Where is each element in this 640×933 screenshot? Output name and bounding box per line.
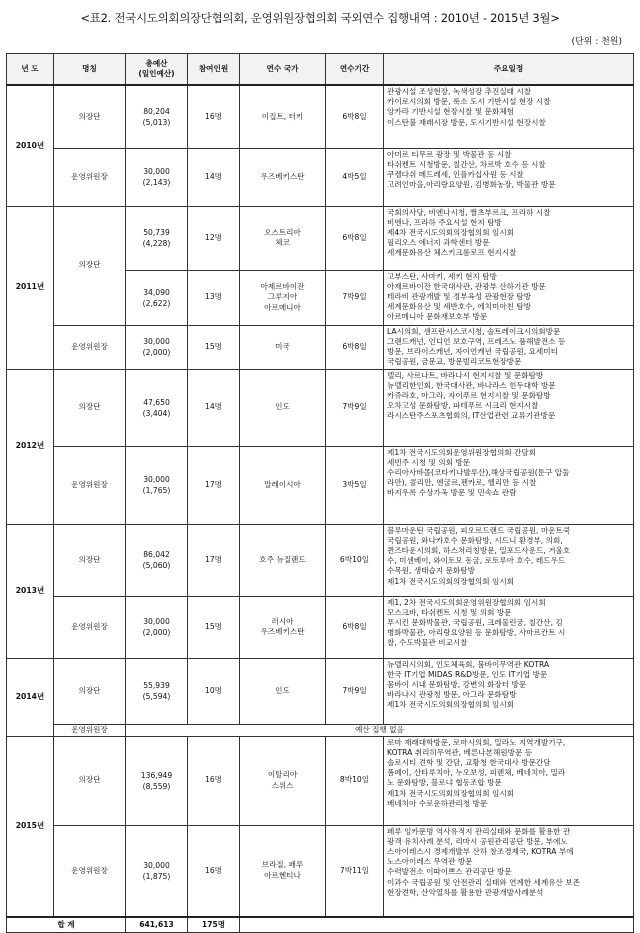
name-cell: 의장단 <box>54 206 126 325</box>
schedule-line: 노스아이레스 무역관 방문 <box>387 857 473 867</box>
per-person-budget: (5,594) <box>142 692 171 701</box>
schedule-line: 스아이레스시 경제개발부 산하 창조경제국, KOTRA 부에 <box>387 846 574 856</box>
people-cell: 12명 <box>188 206 240 270</box>
total-budget: 55,939 <box>143 681 170 690</box>
schedule-line: 푸시킨 문화박물관, 국립공원, 크레물린궁, 칠간산, 김 <box>387 617 563 627</box>
schedule-line: 모스크바, 타쉬켄트 시청 및 의회 방문 <box>387 607 512 617</box>
total-budget: 30,000 <box>143 860 170 870</box>
schedule-cell <box>384 85 634 148</box>
period-cell: 6박8일 <box>326 325 384 369</box>
per-person-budget: (1,875) <box>142 871 171 881</box>
year-cell: 2015년 <box>7 736 54 917</box>
schedule-line: 이스탄불 재래시장 방문, 도시기반시설 현장시찰 <box>387 117 546 127</box>
year-cell: 2011년 <box>7 206 54 369</box>
schedule-line: 아미르 티무르 광장 및 박물관 등 시찰 <box>387 149 512 159</box>
schedule-line: 바라나시 관광청 방문, 아그라 문화탐방 <box>387 690 517 700</box>
schedule-line: 이과수 국립공원 및 안전관리 실태와 연계한 세계유산 보존 <box>387 877 580 887</box>
period-cell: 6박10일 <box>326 524 384 596</box>
schedule-line: 고부스탄, 사마키, 세키 현지 탐방 <box>387 271 497 281</box>
schedule-cell <box>384 148 634 206</box>
schedule-line: 방문, 브라이스캐년, 자이언캐년 국립공원, 요세미티 <box>387 346 558 356</box>
schedule-line: 블루마운틴 국립공원, 피오르드랜드 국립공원, 마운트쿡 <box>387 525 571 535</box>
table-row <box>7 524 634 596</box>
schedule-cell <box>384 825 634 917</box>
schedule-line: 병화박물관, 아리랑요양원 등 문화탐방, 사마르칸트 시 <box>387 628 566 638</box>
schedule-line: 뉴델리한인회, 한국대사관, 바나라스 힌두대학 방문 <box>387 380 556 390</box>
total-budget: 80,204 <box>143 106 170 116</box>
table-row <box>7 85 634 148</box>
country-cell: 인도 <box>240 369 326 446</box>
name-cell: 의장단 <box>54 658 126 724</box>
schedule-line: 앙카라 기반시설 현장시찰 및 문화체험 <box>387 107 515 117</box>
table-row <box>7 206 634 270</box>
note-cell: 예산 집행 없음 <box>126 724 634 736</box>
total-budget: 50,739 <box>143 228 170 237</box>
cost-cell <box>126 658 188 724</box>
schedule-line: 테라비 관광개발 및 정부육성 관광현장 탐방 <box>387 291 532 301</box>
schedule-cell <box>384 206 634 270</box>
period-cell: 4박5일 <box>326 148 384 206</box>
schedule-line: LA시의회, 샌프란시스코시청, 솔트레이크시의회방문 <box>387 326 561 336</box>
people-cell: 15명 <box>188 325 240 369</box>
schedule-line: 타쉬켄트 시청방문, 칠간산, 차르박 호수 등 시찰 <box>387 159 546 169</box>
per-person-budget: (2,143) <box>142 178 171 187</box>
period-cell: 7박11일 <box>326 825 384 917</box>
schedule-line: 카쥬라호, 아그라, 자이푸르 현지시찰 및 문화탐방 <box>387 390 551 400</box>
country-cell: 이집트, 터키 <box>240 85 326 148</box>
period-cell: 6박8일 <box>326 206 384 270</box>
schedule-line: 제1차 전국시도의회운영위원장협의회 간담회 <box>387 447 537 457</box>
header-cost: 총예산 (일인예산) <box>126 54 188 86</box>
name-cell: 운영위원장 <box>54 825 126 917</box>
schedule-line: 고려인마을,아리랑요양원, 김병화농장, 박물관 방문 <box>387 180 556 190</box>
table-title: <표2. 전국시도의회의장단협의회, 운영위원장협의회 국외연수 집행내역 : 2010년 - 2015년 3월> <box>80 11 560 25</box>
header-country: 연수 국가 <box>240 54 326 86</box>
cost-cell <box>126 206 188 270</box>
total-empty <box>240 917 634 933</box>
schedule-line: 아르메니아 문화재보호부 방문 <box>387 312 488 322</box>
total-people: 175명 <box>188 917 240 933</box>
schedule-line: 수목원, 생태습지 문화탐방 <box>387 566 475 576</box>
per-person-budget: (5,060) <box>142 561 171 570</box>
table-row <box>7 658 634 724</box>
schedule-cell <box>384 325 634 369</box>
period-cell: 3박5일 <box>326 446 384 524</box>
country-cell: 오스트리아 체코 <box>240 206 326 270</box>
schedule-line: 쿠켈다쉬 메드레세, 인플카십사원 등 시찰 <box>387 169 524 179</box>
year-cell: 2012년 <box>7 369 54 524</box>
schedule-line: 수력발전소 이따이쁘스 관리공단 방문 <box>387 867 512 877</box>
year-cell: 2010년 <box>7 85 54 206</box>
period-cell: 6박8일 <box>326 596 384 658</box>
total-budget: 34,090 <box>143 287 170 297</box>
people-cell: 10명 <box>188 658 240 724</box>
schedule-line: 퀸즈타운시의회, 하스쳐리칭방문, 밀포드사운드, 거울호 <box>387 545 571 555</box>
schedule-line: 아제르바이잔 한국대사관, 관광부 산하기관 방문 <box>387 281 546 291</box>
country-cell: 미국 <box>240 325 326 369</box>
schedule-line: KOTRA 취리히무역관, 베른나본해원방문 등 <box>387 747 533 757</box>
people-cell: 16명 <box>188 825 240 917</box>
schedule-line: 한국 IT기업 MIDAS R&D방문, 인도 IT기업 방문 <box>387 669 548 679</box>
cost-cell <box>126 148 188 206</box>
schedule-cell <box>384 270 634 325</box>
people-cell: 14명 <box>188 369 240 446</box>
per-person-budget: (2,000) <box>142 628 171 637</box>
total-budget: 30,000 <box>143 475 170 484</box>
people-cell: 17명 <box>188 446 240 524</box>
schedule-line: 오차고성 문화탐방, 파테푸르 시크리 현지시찰 <box>387 401 539 411</box>
period-cell: 7박9일 <box>326 369 384 446</box>
name-cell: 의장단 <box>54 736 126 825</box>
total-budget: 136,949 <box>140 770 173 780</box>
schedule-cell <box>384 446 634 524</box>
table-row <box>7 325 634 369</box>
table-row <box>7 148 634 206</box>
table-row <box>7 736 634 825</box>
name-cell: 의장단 <box>54 85 126 148</box>
name-cell: 운영위원장 <box>54 724 126 736</box>
total-cost: 641,613 <box>126 917 188 933</box>
schedule-line: 수리아사바몰(코타키나발루산),해상국립공원(툰구 압둘 <box>387 467 570 477</box>
country-cell: 우즈베키스탄 <box>240 148 326 206</box>
schedule-line: 노 문화탐방, 블로냐 협동조합 방문 <box>387 778 502 788</box>
per-person-budget: (8,559) <box>142 781 171 791</box>
schedule-line: 수, 미센베이, 와이토모 동굴, 로토루아 호수, 레드우드 <box>387 556 566 566</box>
cost-cell <box>126 85 188 148</box>
header-schedule: 주요일정 <box>384 54 634 86</box>
schedule-line: 페루 잉카문명 역사유적지 관리실태와 문화를 활용한 관 <box>387 826 571 836</box>
schedule-line: 찰, 수도박물관 비교시찰 <box>387 638 468 648</box>
schedule-line: 라시스탄주스포츠협회의, IT산업관련 교류기관방문 <box>387 411 556 421</box>
country-cell: 러시아 우즈베키스탄 <box>240 596 326 658</box>
country-cell: 이탈리아 스위스 <box>240 736 326 825</box>
schedule-line: 제1차 전국시도의회의장협의회 임시회 <box>387 700 515 710</box>
cost-cell <box>126 596 188 658</box>
overseas-training-table <box>6 53 634 933</box>
schedule-line: 폼페이, 산타루치아, 누오보성, 피렌체, 베네치아, 밀라 <box>387 768 566 778</box>
schedule-line: 제1차 전국시도의회의장협의회 임시회 <box>387 576 515 586</box>
table-row <box>7 446 634 524</box>
total-row <box>7 917 634 933</box>
schedule-line: 바지우록 수상가옥 방문 및 민속쇼 관람 <box>387 488 517 498</box>
schedule-line: 필리오스 에너지 과학센터 방문 <box>387 238 490 248</box>
schedule-line: 뭄바이 시내 문화탐방, 강변의 화장터 방문 <box>387 679 527 689</box>
schedule-line: 세계문화유산 체스키크롬로프 현지시찰 <box>387 248 517 258</box>
total-budget: 30,000 <box>143 617 170 626</box>
name-cell: 운영위원장 <box>54 148 126 206</box>
cost-cell <box>126 524 188 596</box>
header-period: 연수기간 <box>326 54 384 86</box>
schedule-line: 국립공원, 금문교, 방문빌리코트현장방문 <box>387 357 522 367</box>
total-budget: 86,042 <box>143 550 170 559</box>
name-cell: 의장단 <box>54 524 126 596</box>
year-cell: 2014년 <box>7 658 54 736</box>
schedule-line: 델리, 사르나트, 바라나시 현지시찰 및 문화탐방 <box>387 370 544 380</box>
schedule-line: 현장견학, 산악열차를 활용한 관광개발사례분석 <box>387 887 544 897</box>
cost-cell <box>126 270 188 325</box>
schedule-cell <box>384 524 634 596</box>
cost-cell <box>126 736 188 825</box>
unit-note: (단위 : 천원) <box>571 37 622 47</box>
header-year: 년 도 <box>7 54 54 86</box>
table-row <box>7 596 634 658</box>
schedule-line: 비엔나, 프라하 주요시설 현지 탐방 <box>387 217 502 227</box>
schedule-cell <box>384 596 634 658</box>
cost-cell <box>126 369 188 446</box>
people-cell: 16명 <box>188 736 240 825</box>
total-budget: 30,000 <box>143 167 170 176</box>
header-people: 참여인원 <box>188 54 240 86</box>
table-row <box>7 724 634 736</box>
schedule-line: 제4차 전국시도의회의장협의회 임시회 <box>387 227 515 237</box>
schedule-line: 광객 유치사례 분석, 리마시 공원관리공단 방문, 부에노 <box>387 836 568 846</box>
country-cell: 호주 뉴질랜드 <box>240 524 326 596</box>
schedule-line: 관광시설 조성현장, 녹색성장 추진실태 시찰 <box>387 87 532 96</box>
people-cell: 14명 <box>188 148 240 206</box>
schedule-line: 국립공원, 와나카호수 문화탐방, 시드니 환경부, 의회, <box>387 535 563 545</box>
schedule-line: 뉴델리시의회, 인도체육회, 뭄바이무역관 KOTRA <box>387 659 550 669</box>
header-name: 명칭 <box>54 54 126 86</box>
schedule-line: 라만), 콜리만, 엔굴르,펜카로, 헬리만 등 시찰 <box>387 478 537 488</box>
schedule-line: 국회의사당, 비엔나시청, 짤츠부르크, 프라하 시찰 <box>387 207 551 217</box>
schedule-line: 제1, 2차 전국시도의회운영위원장협의회 임시회 <box>387 597 546 607</box>
cost-cell <box>126 825 188 917</box>
schedule-cell <box>384 369 634 446</box>
name-cell: 의장단 <box>54 369 126 446</box>
schedule-cell <box>384 736 634 825</box>
header-row <box>7 54 634 86</box>
schedule-line: 세계문화유산 및 세반호수, 에치미아친 탐방 <box>387 302 532 312</box>
country-cell: 말레이시아 <box>240 446 326 524</box>
table-row <box>7 825 634 917</box>
schedule-line: 베네치아 수로운하관리청 방문 <box>387 798 488 808</box>
schedule-line: 세빈주 시청 및 의회 방문 <box>387 457 471 467</box>
total-label: 합 계 <box>7 917 126 933</box>
people-cell: 15명 <box>188 596 240 658</box>
total-budget: 30,000 <box>143 337 170 346</box>
per-person-budget: (1,765) <box>142 486 171 495</box>
cost-cell <box>126 325 188 369</box>
schedule-cell <box>384 658 634 724</box>
schedule-line: 솔로시티 견학 및 간담, 교황청 한국대사 방문간담 <box>387 757 551 767</box>
period-cell: 7박9일 <box>326 270 384 325</box>
table-row <box>7 369 634 446</box>
per-person-budget: (5,013) <box>142 117 171 127</box>
per-person-budget: (4,228) <box>142 239 171 248</box>
per-person-budget: (3,404) <box>142 408 171 418</box>
schedule-line: 카이로시의회 방문, 룩소 도시 기반시설 현장 시찰 <box>387 97 551 107</box>
table-body <box>7 85 634 933</box>
per-person-budget: (2,000) <box>142 348 171 357</box>
country-cell: 인도 <box>240 658 326 724</box>
schedule-line: 로마 재래대학방문, 로마시의회, 밀라노 지역개발기구, <box>387 737 566 747</box>
country-cell: 브라질, 페루 아르헨티나 <box>240 825 326 917</box>
name-cell: 운영위원장 <box>54 325 126 369</box>
period-cell: 8박10일 <box>326 736 384 825</box>
people-cell: 13명 <box>188 270 240 325</box>
total-budget: 47,650 <box>143 397 170 407</box>
period-cell: 6박8일 <box>326 85 384 148</box>
year-cell: 2013년 <box>7 524 54 658</box>
people-cell: 17명 <box>188 524 240 596</box>
period-cell: 7박9일 <box>326 658 384 724</box>
name-cell: 운영위원장 <box>54 446 126 524</box>
people-cell: 16명 <box>188 85 240 148</box>
cost-cell <box>126 446 188 524</box>
schedule-line: 제1차 전국시도의회의장협의회 임시회 <box>387 788 515 798</box>
schedule-line: 그랜드캐넌, 인디언 보호구역, 프레즈노 품해발전소 등 <box>387 336 566 346</box>
country-cell: 아제르바이잔 그루지아 아르메니아 <box>240 270 326 325</box>
name-cell: 운영위원장 <box>54 596 126 658</box>
per-person-budget: (2,622) <box>142 298 171 308</box>
